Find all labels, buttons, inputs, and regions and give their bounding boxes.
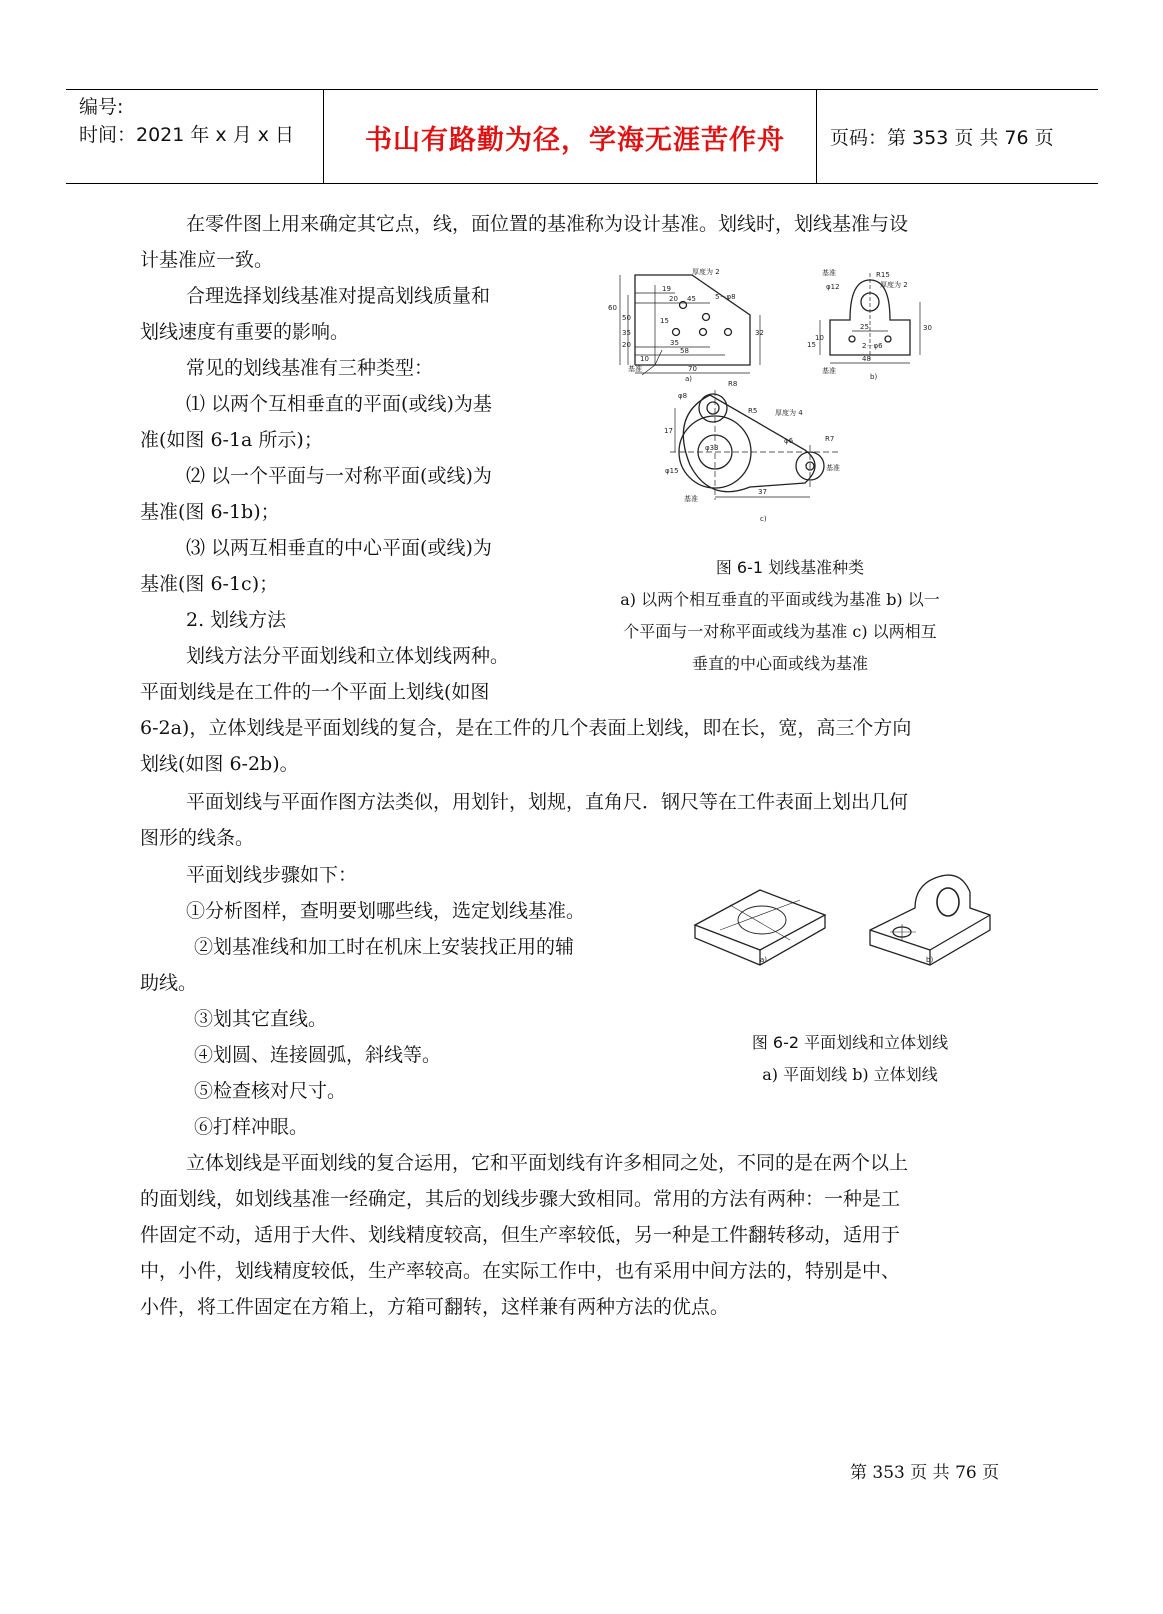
figure-6-1b-thickness-label: 厚度为 2 [880, 281, 908, 289]
figure-6-1c-37-label: 37 [758, 488, 767, 496]
figure-6-1c-top-hole [707, 402, 719, 414]
figure-6-1a-dim: 10 [640, 355, 649, 363]
step-2-line-1: ②划基准线和加工时在机床上安装找正用的辅 [194, 936, 575, 958]
figure-6-1b-dim: 48 [862, 355, 871, 363]
paragraph-7-line-2: 的面划线，如划线基准一经确定，其后的划线步骤大致相同。常用的方法有两种：一种是工 [140, 1188, 901, 1210]
figure-6-1a-dim: 20 [622, 341, 631, 349]
list-item-2-line-2: 基准(图 6-1b)； [140, 501, 280, 523]
figure-6-1a-datum-label: 基准 [628, 365, 642, 373]
header-bottom-rule [66, 183, 1098, 184]
figure-6-1a-plate-outline [635, 275, 750, 365]
paragraph-2-line-2: 划线速度有重要的影响。 [140, 321, 350, 343]
step-6: ⑥打样冲眼。 [194, 1116, 309, 1138]
figure-6-1c-r7-label: R7 [825, 435, 835, 443]
paragraph-7-line-3: 件固定不动，适用于大件、划线精度较高，但生产率较低，另一种是工件翻转移动，适用于 [140, 1224, 901, 1246]
figure-6-2-caption-sub: a) 平面划线 b) 立体划线 [762, 1065, 938, 1084]
figure-6-1c-phi6-label: φ6 [784, 437, 794, 445]
paragraph-5-line-1: 平面划线与平面作图方法类似，用划针，划规，直角尺．钢尺等在工件表面上划出几何 [186, 791, 909, 813]
header-number-label: 编号: [79, 96, 124, 118]
paragraph-6: 平面划线步骤如下： [186, 864, 358, 886]
figure-6-1a-dim: 70 [688, 365, 697, 373]
figure-6-1a-hole [673, 329, 680, 336]
figure-6-1c-phi33-label: φ33 [705, 444, 719, 452]
figure-6-1b-hole [861, 293, 879, 311]
list-item-2-line-1: ⑵ 以一个平面与一对称平面(或线)为 [186, 465, 492, 487]
figure-6-1c-datum-bottom: 基准 [684, 495, 698, 503]
figure-6-1b-hole [849, 336, 855, 342]
figure-6-1a-dim: 19 [662, 285, 671, 293]
figure-6-1-caption-line-3: 垂直的中心面或线为基准 [691, 654, 868, 673]
figure-6-1c-top-boss [699, 394, 727, 422]
figure-6-1a-hole [680, 302, 687, 309]
figure-6-1a-hole [700, 329, 707, 336]
figure-6-1c-phi8-label: φ8 [678, 392, 688, 400]
figure-6-1-drawing [600, 265, 980, 540]
figure-6-1-caption-line-1: a) 以两个相互垂直的平面或线为基准 b) 以一 [620, 590, 940, 609]
figure-6-1-caption-title: 图 6-1 划线基准种类 [715, 558, 865, 577]
figure-6-1c-r5-label: R5 [748, 407, 758, 415]
figure-6-1a-dim: 32 [755, 329, 764, 337]
figure-6-1a-thickness-label: 厚度为 2 [692, 268, 720, 276]
paragraph-7-line-5: 小件，将工件固定在方箱上，方箱可翻转，这样兼有两种方法的优点。 [140, 1296, 730, 1318]
figure-6-1b-dim: 10 [815, 334, 824, 342]
figure-6-1a-dim: 58 [680, 347, 689, 355]
step-4: ④划圆、连接圆弧，斜线等。 [194, 1044, 442, 1066]
figure-6-2a-scribed-circle [738, 906, 786, 934]
figure-6-1b-hole [885, 336, 891, 342]
paragraph-4-line-1: 划线方法分平面划线和立体划线两种。 [186, 645, 510, 667]
figure-6-1c-17-label: 17 [664, 427, 673, 435]
figure-6-2b-label: b) [926, 956, 934, 964]
paragraph-3: 常见的划线基准有三种类型： [186, 357, 434, 379]
figure-6-1a-hole [703, 314, 710, 321]
figure-6-1b-r-label: R15 [876, 271, 890, 279]
list-item-1-line-1: ⑴ 以两个互相垂直的平面(或线)为基 [186, 393, 492, 415]
figure-6-1c-label: c) [760, 515, 767, 523]
step-2-line-2: 助线。 [140, 972, 198, 994]
figure-6-1b-label: b) [870, 373, 878, 381]
paragraph-2-line-1: 合理选择划线基准对提高划线质量和 [186, 285, 491, 307]
header-motto: 书山有路勤为径，学海无涯苦作舟 [365, 125, 785, 156]
figure-6-1a-label: a) [685, 375, 693, 383]
step-1: ①分析图样，查明要划哪些线，选定划线基准。 [186, 900, 586, 922]
paragraph-1-line-1: 在零件图上用来确定其它点，线，面位置的基准称为设计基准。划线时，划线基准与设 [186, 213, 909, 235]
header-time-label: 时间：2021 年 x 月 x 日 [79, 124, 295, 146]
figure-6-1c-datum-right: 基准 [826, 464, 840, 472]
list-item-3-line-1: ⑶ 以两互相垂直的中心平面(或线)为 [186, 537, 492, 559]
paragraph-4-line-2: 平面划线是在工件的一个平面上划线(如图 [140, 681, 490, 703]
figure-6-1c-thickness-label: 厚度为 4 [775, 409, 803, 417]
figure-6-2a-label: a) [760, 956, 768, 964]
figure-6-1b-phi-label: φ12 [826, 283, 840, 291]
header-page-info: 页码：第 353 页 共 76 页 [830, 127, 1054, 149]
paragraph-4-line-4: 划线(如图 6-2b)。 [140, 753, 299, 775]
figure-6-1a-dim: 15 [660, 317, 669, 325]
figure-6-1b-datum-bottom: 基准 [822, 367, 836, 375]
figure-6-1-caption-line-2: 个平面与一对称平面或线为基准 c) 以两相互 [623, 622, 937, 641]
figure-6-1c-r8-label: R8 [728, 380, 738, 388]
figure-6-1a-dim: 60 [608, 304, 617, 312]
figure-6-1a-dim: 20 [669, 295, 678, 303]
figure-6-1c-phi15-label: φ15 [665, 467, 679, 475]
page-footer: 第 353 页 共 76 页 [850, 1463, 1000, 1483]
figure-6-2a-plate-top [695, 890, 825, 950]
figure-6-1b-datum-top: 基准 [822, 269, 836, 277]
figure-6-1b-dim: 30 [923, 324, 932, 332]
figure-6-1b-dim: 15 [807, 341, 816, 349]
header-top-rule [66, 89, 1098, 90]
figure-6-1a-dim: 45 [687, 295, 696, 303]
figure-6-1b-dim: 25 [860, 323, 869, 331]
section-heading-2: 2. 划线方法 [186, 609, 287, 631]
figure-6-2-caption-title: 图 6-2 平面划线和立体划线 [751, 1033, 949, 1052]
paragraph-4-line-3: 6-2a)，立体划线是平面划线的复合，是在工件的几个表面上划线，即在长，宽，高三个方向 [140, 717, 912, 739]
figure-6-2-drawing [690, 870, 1010, 1000]
figure-6-1a-hole [725, 329, 732, 336]
header-meta [79, 93, 294, 149]
step-5: ⑤检查核对尺寸。 [194, 1080, 347, 1102]
step-3: ③划其它直线。 [194, 1008, 328, 1030]
figure-6-1a-dim: 35 [670, 339, 679, 347]
paragraph-7-line-1: 立体划线是平面划线的复合运用，它和平面划线有许多相同之处，不同的是在两个以上 [186, 1152, 909, 1174]
figure-6-1a-dim: 35 [622, 329, 631, 337]
figure-6-1b-holes-label: 2－φ6 [862, 342, 883, 350]
figure-6-2b-bore [937, 888, 959, 916]
list-item-3-line-2: 基准(图 6-1c)； [140, 573, 279, 595]
paragraph-5-line-2: 图形的线条。 [140, 827, 255, 849]
paragraph-1-line-2: 计基准应一致。 [140, 249, 274, 271]
header-divider-left [323, 90, 324, 183]
list-item-1-line-2: 准(如图 6-1a 所示)； [140, 429, 323, 451]
figure-6-1a-hole-label: 5－φ8 [715, 293, 736, 301]
paragraph-7-line-4: 中，小件，划线精度较低，生产率较高。在实际工作中，也有采用中间方法的，特别是中、 [140, 1260, 901, 1282]
figure-6-1a-dim: 50 [622, 314, 631, 322]
